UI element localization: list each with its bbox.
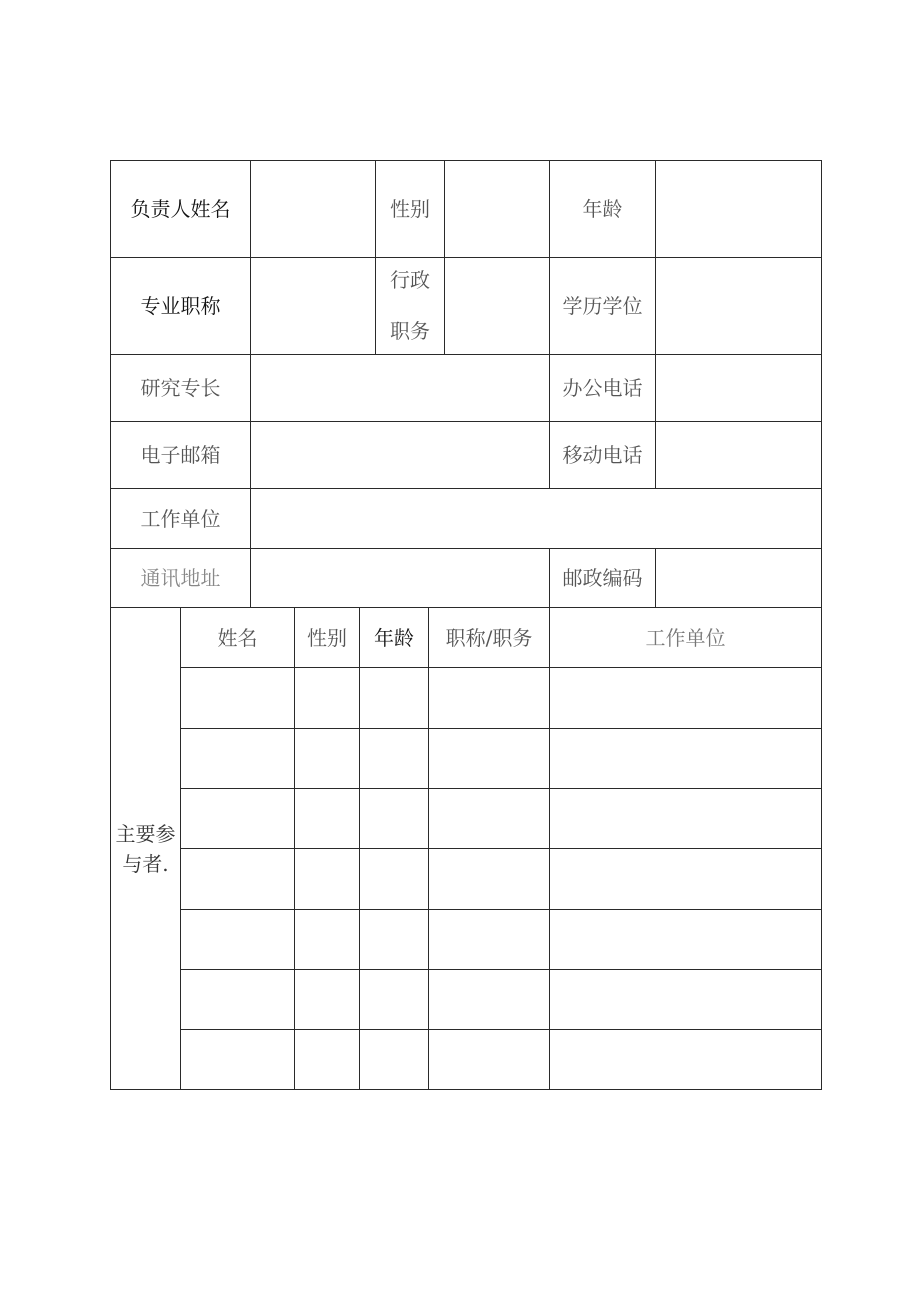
office-phone-field[interactable] [656,355,821,421]
postcode-field[interactable] [656,549,821,607]
col-header-name: 姓名 [217,625,258,650]
participant-age-cell[interactable] [360,789,428,848]
research-specialty-label: 研究专长 [140,376,221,400]
participant-age-cell[interactable] [360,849,428,909]
participant-name-cell[interactable] [181,849,294,909]
participant-gender-cell[interactable] [295,668,359,728]
participant-age-cell[interactable] [360,910,428,969]
participant-gender-cell[interactable] [295,789,359,848]
participants-section-label-line2: 与者. [122,851,169,876]
participant-title-cell[interactable] [429,970,549,1029]
participants-section-label [111,608,180,1089]
degree-field[interactable] [656,258,821,354]
participant-age-cell[interactable] [360,1030,428,1089]
participant-gender-cell[interactable] [295,1030,359,1089]
research-specialty-field[interactable] [251,355,549,421]
participant-name-cell[interactable] [181,729,294,788]
gender-field[interactable] [445,161,549,257]
leader-name-field[interactable] [251,161,375,257]
participant-gender-cell[interactable] [295,729,359,788]
participant-age-cell[interactable] [360,668,428,728]
participant-name-cell[interactable] [181,970,294,1029]
admin-position-label-line2: 职务 [390,319,430,343]
participant-title-cell[interactable] [429,729,549,788]
participant-name-cell[interactable] [181,789,294,848]
participant-gender-cell[interactable] [295,849,359,909]
participant-workplace-cell[interactable] [550,849,821,909]
participant-workplace-cell[interactable] [550,970,821,1029]
age-label: 年龄 [582,197,623,221]
degree-label: 学历学位 [562,294,643,318]
gender-label: 性别 [390,197,430,221]
admin-position-field[interactable] [445,258,549,354]
postcode-label: 邮政编码 [562,566,643,590]
participant-gender-cell[interactable] [295,970,359,1029]
participant-age-cell[interactable] [360,729,428,788]
email-label: 电子邮箱 [140,443,221,467]
participant-title-cell[interactable] [429,849,549,909]
participant-workplace-cell[interactable] [550,1030,821,1089]
participants-section-label-line1: 主要参 [115,821,176,846]
address-label: 通讯地址 [140,566,221,590]
mobile-phone-field[interactable] [656,422,821,488]
leader-name-label: 负责人姓名 [130,197,231,221]
participant-age-cell[interactable] [360,970,428,1029]
table-border-bottom [110,1089,822,1090]
col-header-age: 年龄 [374,625,414,650]
professional-title-label: 专业职称 [140,294,221,318]
participant-name-cell[interactable] [181,1030,294,1089]
col-header-title-position: 职称/职务 [445,625,533,650]
age-field[interactable] [656,161,821,257]
address-field[interactable] [251,549,549,607]
participant-workplace-cell[interactable] [550,789,821,848]
participant-workplace-cell[interactable] [550,729,821,788]
table-border-right [821,160,822,1090]
participant-name-cell[interactable] [181,668,294,728]
participant-title-cell[interactable] [429,668,549,728]
workplace-field[interactable] [251,489,821,548]
col-header-gender: 性别 [307,625,347,650]
participant-title-cell[interactable] [429,1030,549,1089]
workplace-label: 工作单位 [140,506,221,531]
participant-title-cell[interactable] [429,910,549,969]
col-header-workplace: 工作单位 [645,625,726,650]
participant-workplace-cell[interactable] [550,910,821,969]
office-phone-label: 办公电话 [562,376,643,400]
participant-title-cell[interactable] [429,789,549,848]
professional-title-field[interactable] [251,258,375,354]
participant-name-cell[interactable] [181,910,294,969]
admin-position-label [376,258,444,354]
participant-gender-cell[interactable] [295,910,359,969]
mobile-phone-label: 移动电话 [562,443,643,467]
email-field[interactable] [251,422,549,488]
participant-workplace-cell[interactable] [550,668,821,728]
admin-position-label-line1: 行政 [390,268,430,292]
